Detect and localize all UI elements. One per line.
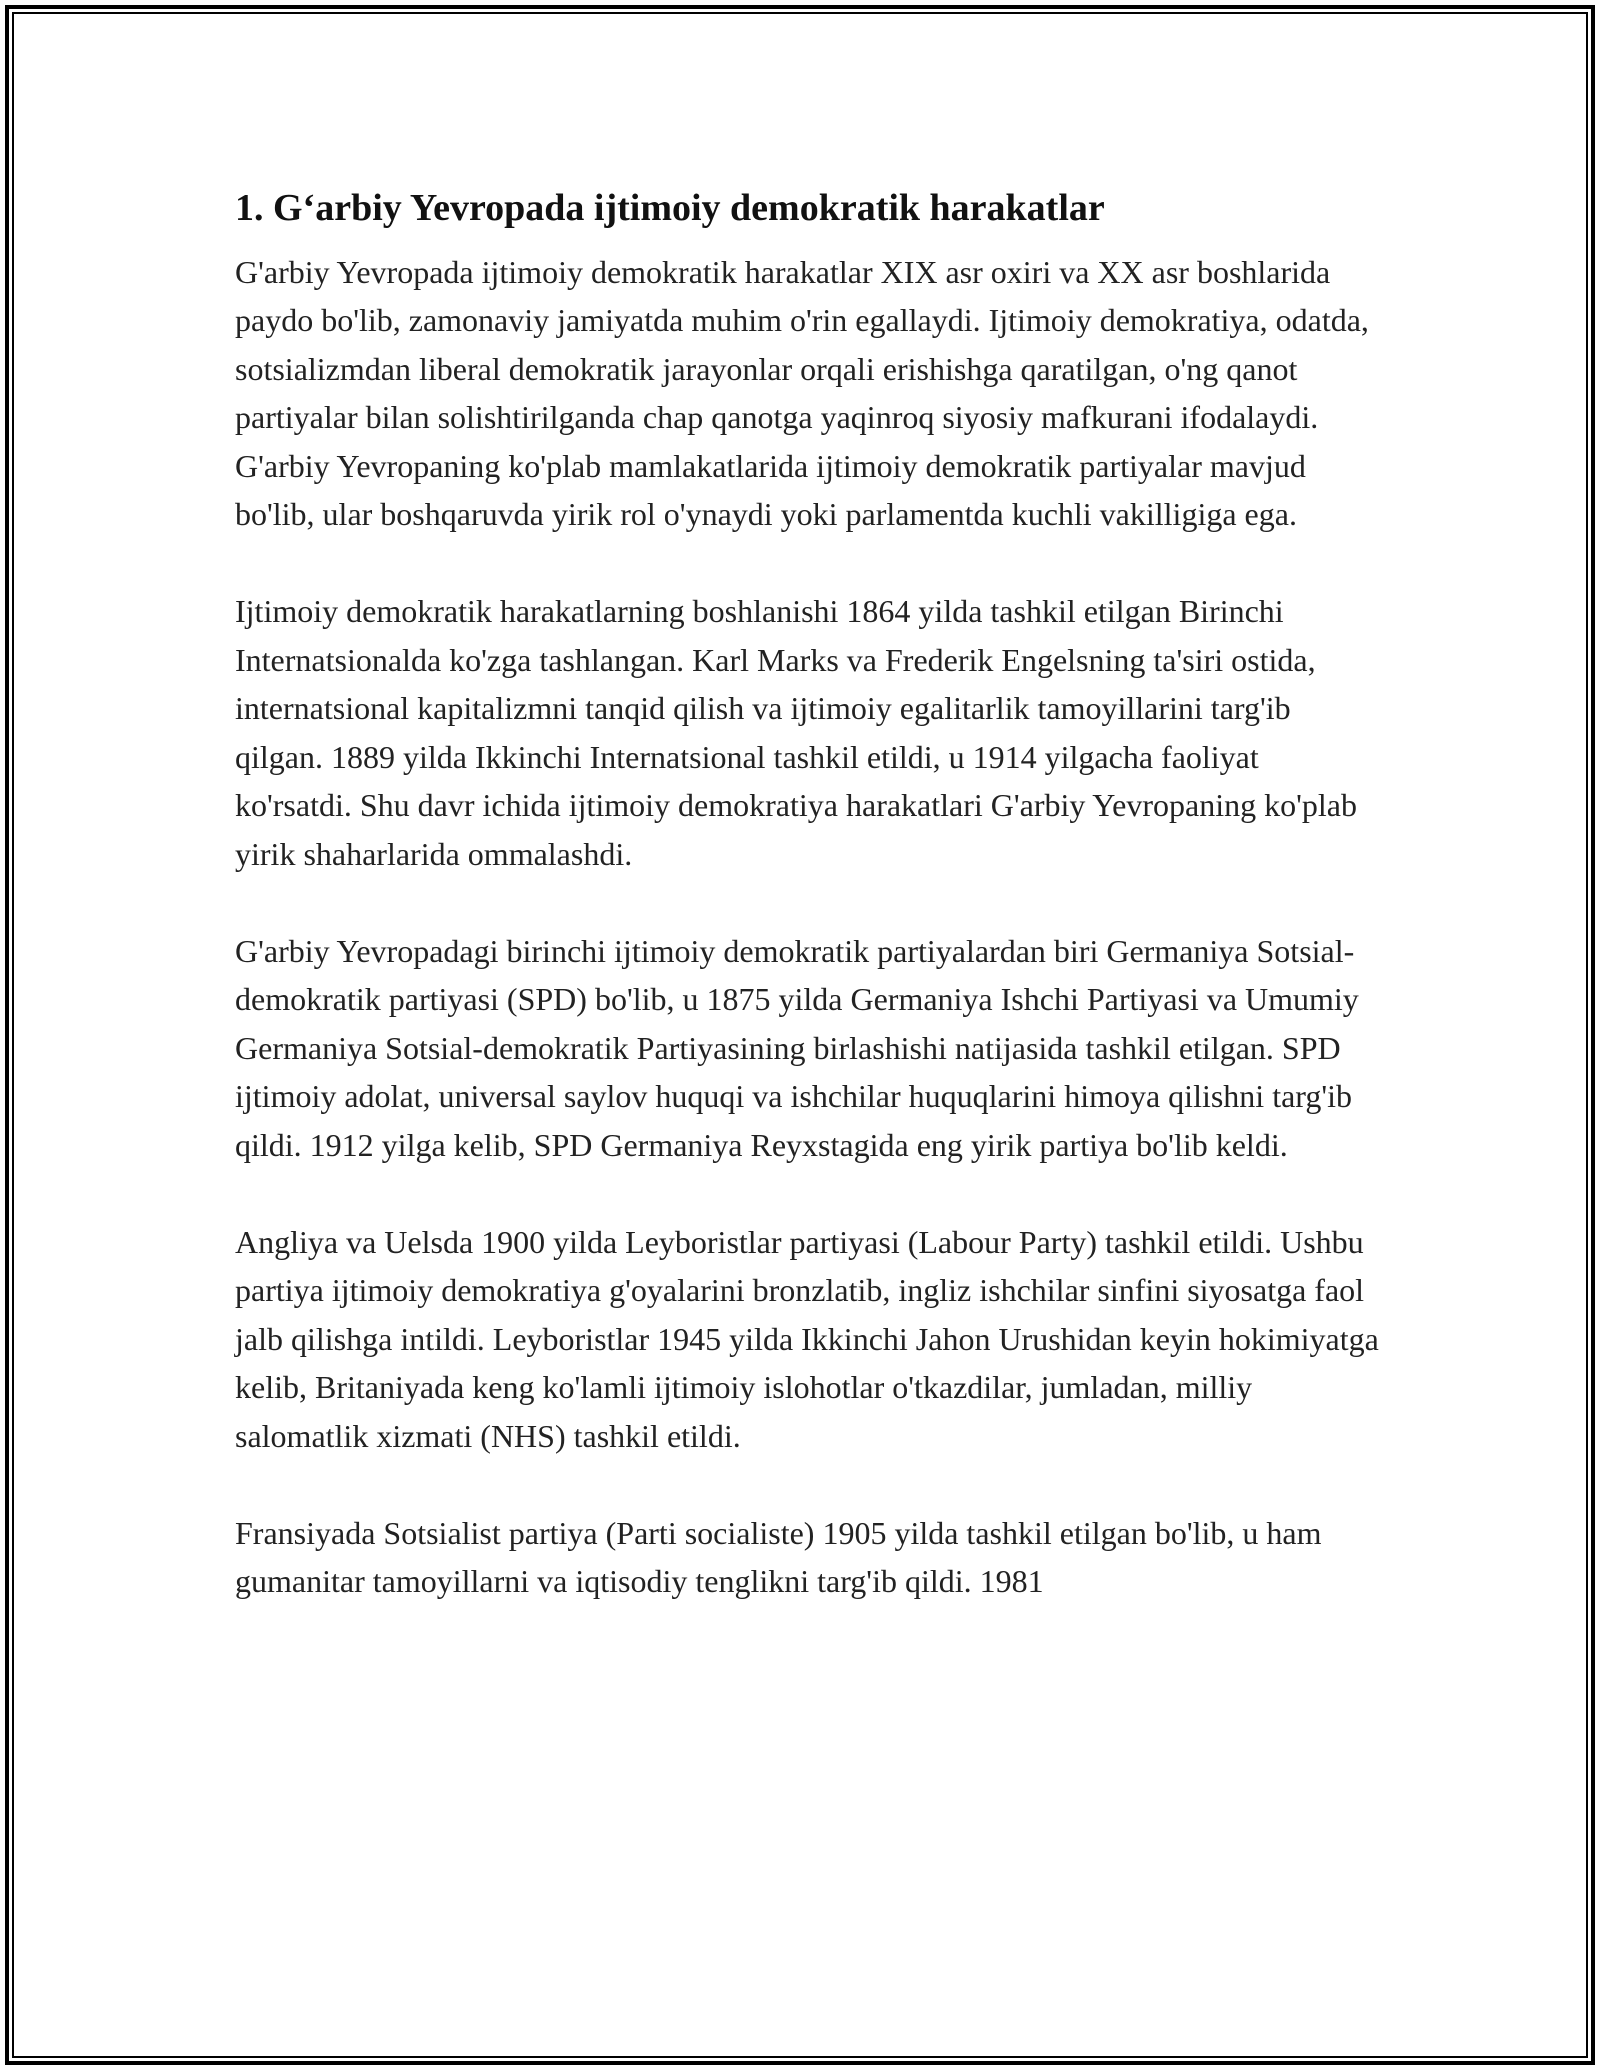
paragraph-1: G'arbiy Yevropada ijtimoiy demokratik harakatlar XIX asr oxiri va XX asr boshlarida paydo bo'lib, zamonaviy jamiyatda muhim o'rin egallaydi. Ijtimoiy demokratiya, odatda, sotsializmdan liberal demokratik jarayonlar orqali erishishga qaratilgan, o'ng qanot partiyalar bilan solishtirilganda chap qanotga yaqinroq siyosiy mafkurani ifodalaydi. G'arbiy Yevropaning ko'plab mamlakatlarida ijtimoiy demokratik partiyalar mavjud bo'lib, ular boshqaruvda yirik rol o'ynaydi yoki parlamentda kuchli vakilligiga ega. <box>235 253 1369 533</box>
paragraph-3: G'arbiy Yevropadagi birinchi ijtimoiy demokratik partiyalardan biri Germaniya Sotsial-demokratik partiyasi (SPD) bo'lib, u 1875 yilda Germaniya Ishchi Partiyasi va Umumiy Germaniya Sotsial-demokratik Partiyasining birlashishi natijasida tashkil etilgan. SPD ijtimoiy adolat, universal saylov huquqi va ishchilar huquqlarini himoya qilishni targ'ib qildi. 1912 yilga kelib, SPD Germaniya Reyxstagida eng yirik partiya bo'lib keldi. <box>235 932 1359 1163</box>
paragraph-4: Angliya va Uelsda 1900 yilda Leyboristlar partiyasi (Labour Party) tashkil etildi. Ushbu partiya ijtimoiy demokratiya g'oyalarini bronzlatib, ingliz ishchilar sinfini siyosatga faol jalb qilishga intildi. Leyboristlar 1945 yilda Ikkinchi Jahon Urushidan keyin hokimiyatga kelib, Britaniyada keng ko'lamli ijtimoiy islohotlar o'tkazdilar, jumladan, milliy salomatlik xizmati (NHS) tashkil etildi. <box>235 1223 1379 1454</box>
paragraph-5: Fransiyada Sotsialist partiya (Parti socialiste) 1905 yilda tashkil etilgan bo'lib, u ham gumanitar tamoyillarni va iqtisodiy tenglikni targ'ib qildi. 1981 <box>235 1514 1322 1600</box>
document-body <box>235 186 1380 1654</box>
section-heading: 1. G‘arbiy Yevropada ijtimoiy demokratik harakatlar <box>235 187 1105 229</box>
paragraph-2: Ijtimoiy demokratik harakatlarning boshlanishi 1864 yilda tashkil etilgan Birinchi Internatsionalda ko'zga tashlangan. Karl Marks va Frederik Engelsning ta'siri ostida, internatsional kapitalizmni tanqid qilish va ijtimoiy egalitarlik tamoyillarini targ'ib qilgan. 1889 yilda Ikkinchi Internatsional tashkil etildi, u 1914 yilgacha faoliyat ko'rsatdi. Shu davr ichida ijtimoiy demokratiya harakatlari G'arbiy Yevropaning ko'plab yirik shaharlarida ommalashdi. <box>235 593 1357 872</box>
